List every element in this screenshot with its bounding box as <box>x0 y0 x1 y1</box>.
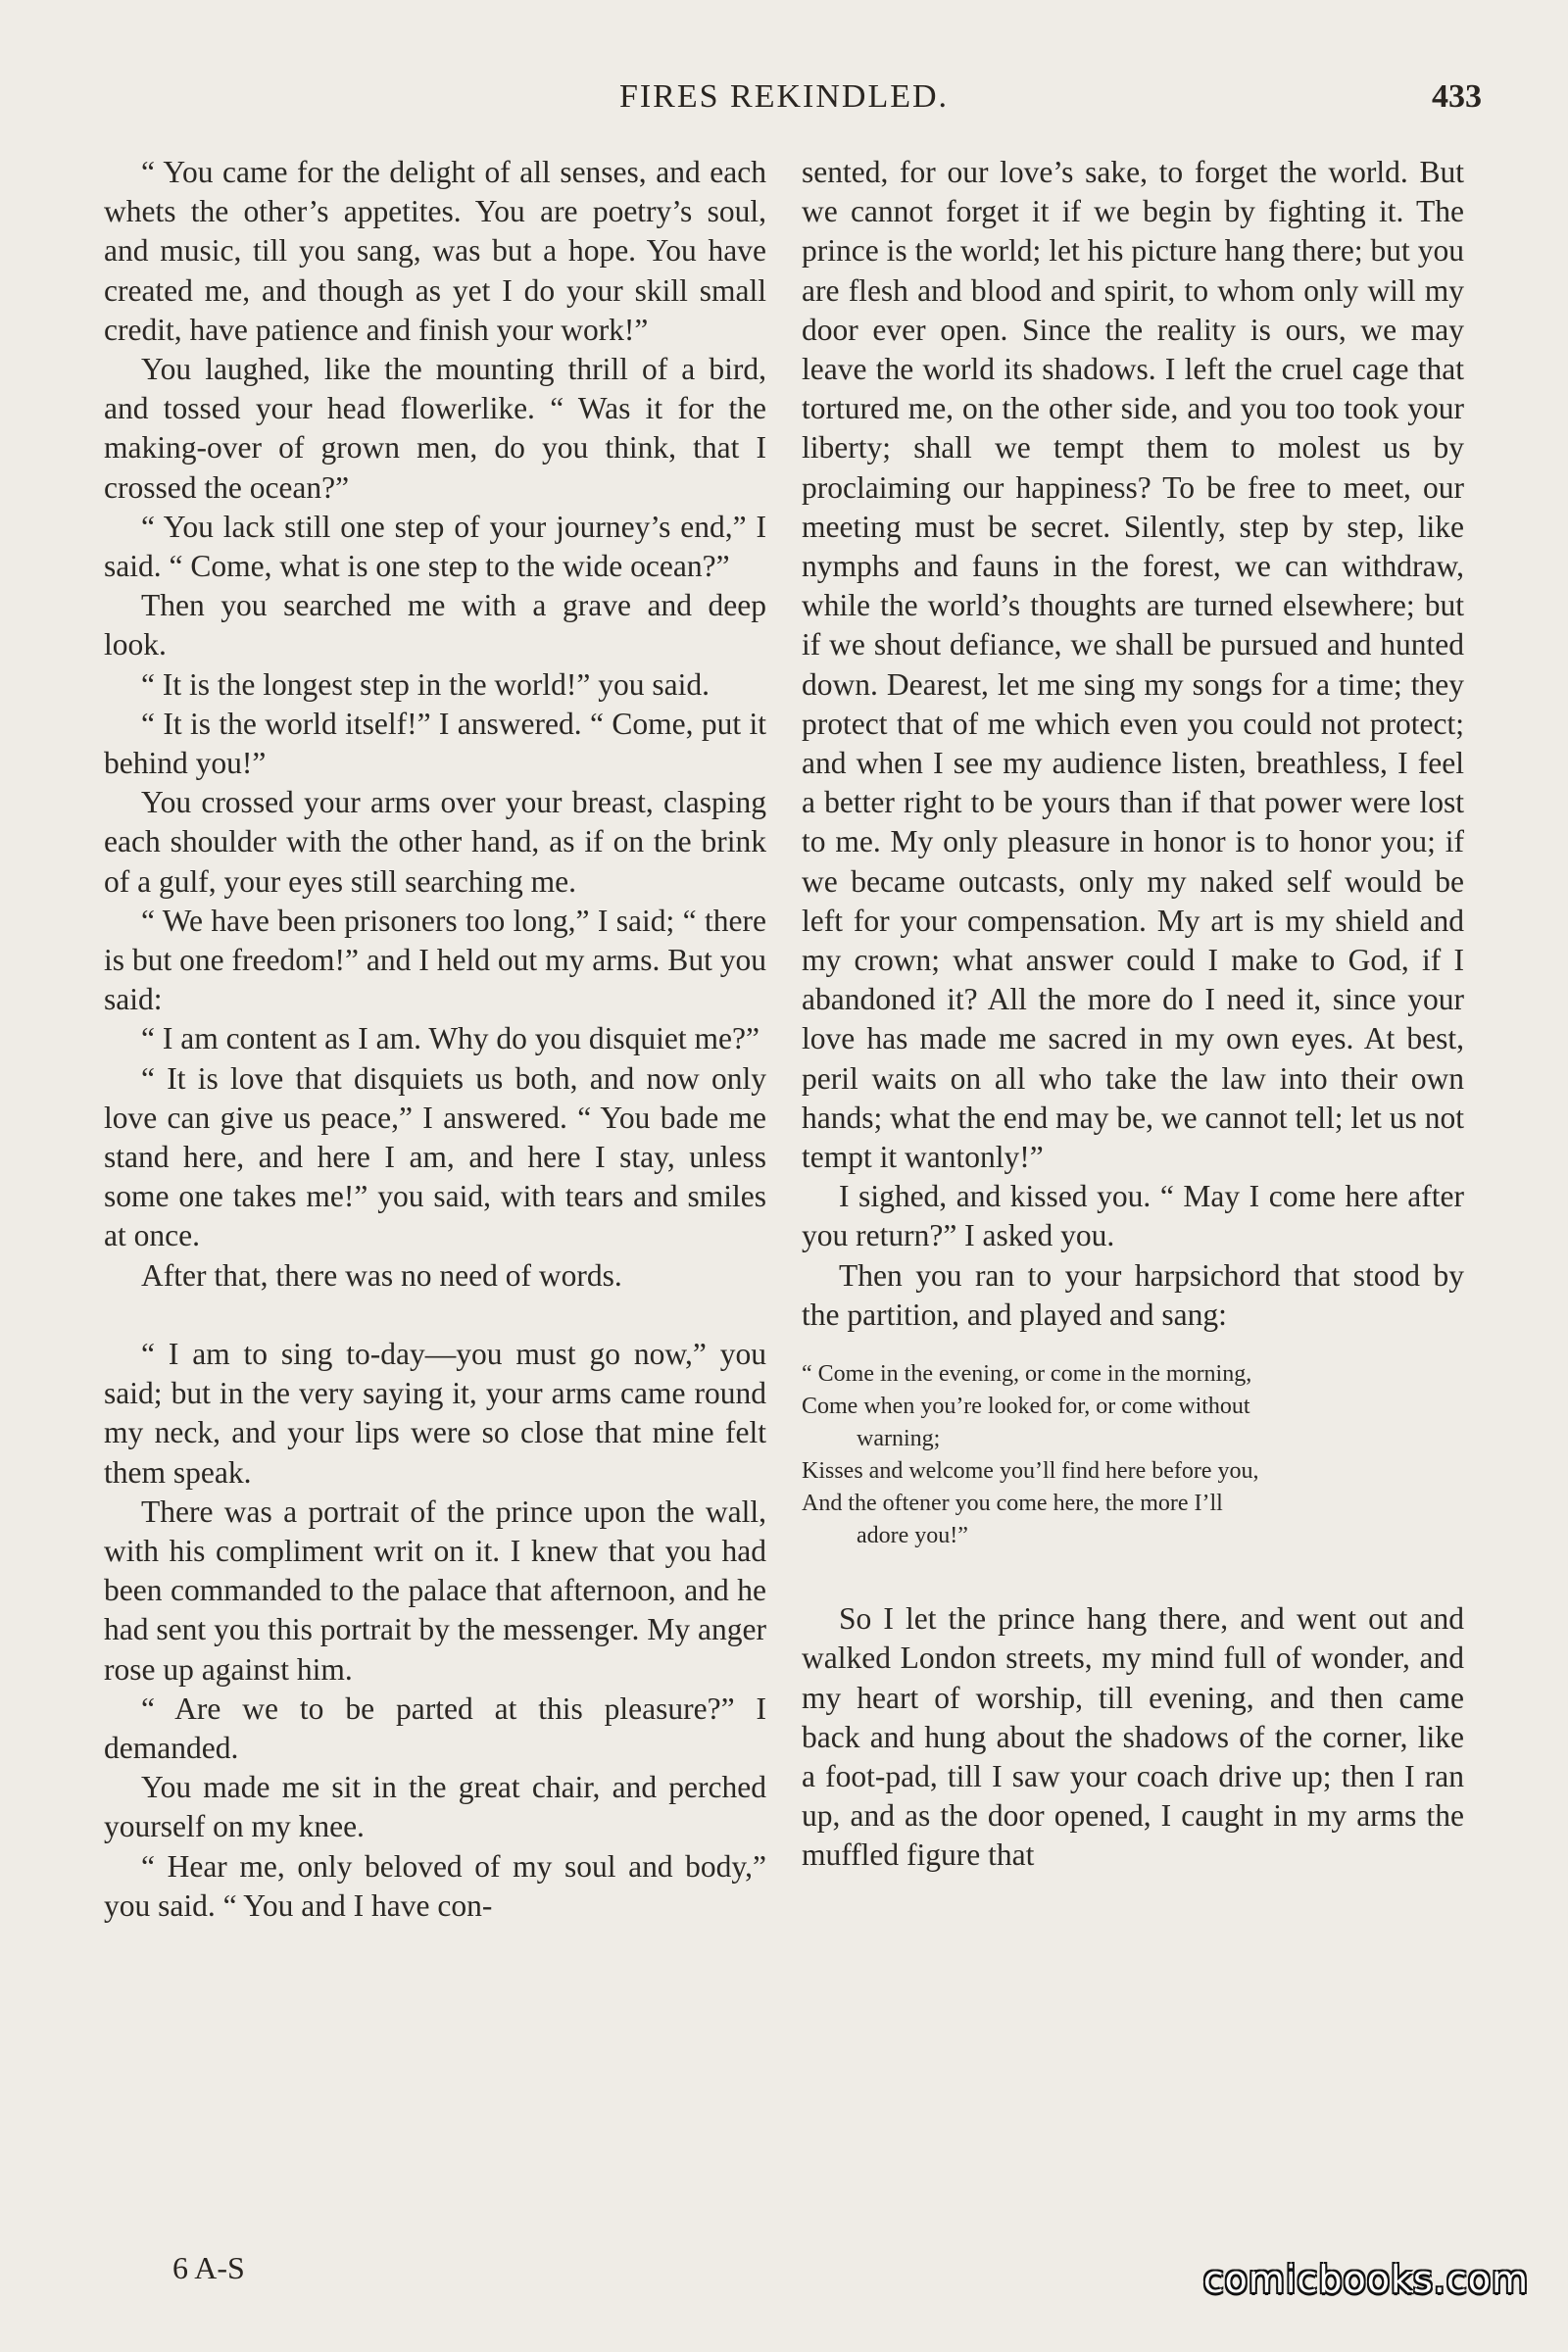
page-number: 433 <box>1432 78 1482 115</box>
paragraph: “ It is the world itself!” I answered. “ Come, put it behind you!” <box>104 706 766 781</box>
left-column <box>104 153 766 1926</box>
watermark-logo: comicbooks.com <box>1202 2258 1529 2301</box>
paragraph: “ Hear me, only beloved of my soul and body,” you said. “ You and I have con- <box>104 1848 766 1923</box>
verse-line: “ Come in the evening, or come in the morning, <box>802 1361 1252 1388</box>
section-break <box>104 1296 766 1335</box>
paragraph: Then you searched me with a grave and deep look. <box>104 588 766 662</box>
paragraph: You made me sit in the great chair, and perched yourself on my knee. <box>104 1770 766 1844</box>
song-verse <box>802 1358 1464 1552</box>
paragraph: You laughed, like the mounting thrill of a bird, and tossed your head flowerlike. “ Was it for the making-over of grown men, do you think, that I crossed the ocean?” <box>104 352 766 505</box>
verse-line: And the oftener you come here, the more I’ll <box>802 1491 1223 1517</box>
paragraph: “ It is love that disquiets us both, and now only love can give us peace,” I answered. “ You bade me stand here, and here I am, and here I stay, unless some one takes me!” you said, with tears and smiles at once. <box>104 1060 766 1253</box>
verse-line: warning; <box>857 1426 941 1452</box>
paragraph: sented, for our love’s sake, to forget the world. But we cannot forget it if we begin by fighting it. The prince is the world; let his picture hang there; but you are flesh and blood and spirit, to whom only will my door ever open. Since the reality is ours, we may leave the world its shadows. I left the cruel cage that tortured me, on the other side, and you too took your liberty; shall we tempt them to molest us by proclaiming our happiness? To be free to meet, our meeting must be secret. Silently, step by step, like nymphs and fauns in the forest, we can withdraw, while the world’s thoughts are turned elsewhere; but if we shout defiance, we shall be pursued and hunted down. Dearest, let me sing my songs for a time; they protect that of me which even you could not protect; and when I see my audience listen, breathless, I feel a better right to be yours than if that power were lost to me. My only pleasure in honor is to honor you; if we became outcasts, only my naked self would be left for your compensation. My art is my shield and my crown; what answer could I make to God, if I abandoned it? All the more do I need it, since your love has made me sacred in my own eyes. At best, peril waits on all who take the law into their own hands; what the end may be, we cannot tell; let us not tempt it wantonly!” <box>802 155 1464 1175</box>
paragraph: “ Are we to be parted at this pleasure?” I demanded. <box>104 1690 766 1765</box>
paragraph: “ I am content as I am. Why do you disquiet me?” <box>141 1021 760 1056</box>
paragraph: “ We have been prisoners too long,” I said; “ there is but one freedom!” and I held out my arms. But you said: <box>104 903 766 1017</box>
paragraph: Then you ran to your harpsichord that stood by the partition, and played and sang: <box>802 1257 1464 1332</box>
paragraph: I sighed, and kissed you. “ May I come here after you return?” I asked you. <box>802 1179 1464 1253</box>
running-head-title: FIRES REKINDLED. <box>618 78 950 115</box>
paragraph: “ You lack still one step of your journey’s end,” I said. “ Come, what is one step to the wide ocean?” <box>104 509 766 584</box>
paragraph: There was a portrait of the prince upon the wall, with his compliment writ on it. I knew that you had been commanded to the palace that afternoon, and he had sent you this portrait by the messenger. My anger rose up against him. <box>104 1494 766 1687</box>
paragraph: After that, there was no need of words. <box>141 1257 622 1293</box>
verse-line: Kisses and welcome you’ll find here before you, <box>802 1458 1259 1485</box>
paragraph: You crossed your arms over your breast, clasping each shoulder with the other hand, as if on the brink of a gulf, your eyes still searching me. <box>104 785 766 899</box>
paragraph: “ You came for the delight of all senses, and each whets the other’s appetites. You are poetry’s soul, and music, till you sang, was but a hope. You have created me, and though as yet I do your skill small credit, have patience and finish your work!” <box>104 155 766 347</box>
verse-line: adore you!” <box>857 1523 968 1549</box>
paragraph: So I let the prince hang there, and went out and walked London streets, my mind full of wonder, and my heart of worship, till evening, and then came back and hung about the shadows of the corner, like a foot-pad, till I saw your coach drive up; then I ran up, and as the door opened, I caught in my arms the muffled figure that <box>802 1601 1464 1873</box>
signature-mark: 6 A-S <box>172 2250 245 2285</box>
paragraph: “ I am to sing to-day—you must go now,” you said; but in the very saying it, your arms came round my neck, and your lips were so close that mine felt them speak. <box>104 1336 766 1490</box>
right-column <box>802 153 1464 1876</box>
verse-line: Come when you’re looked for, or come without <box>802 1394 1250 1420</box>
paragraph: “ It is the longest step in the world!” you said. <box>141 666 710 702</box>
